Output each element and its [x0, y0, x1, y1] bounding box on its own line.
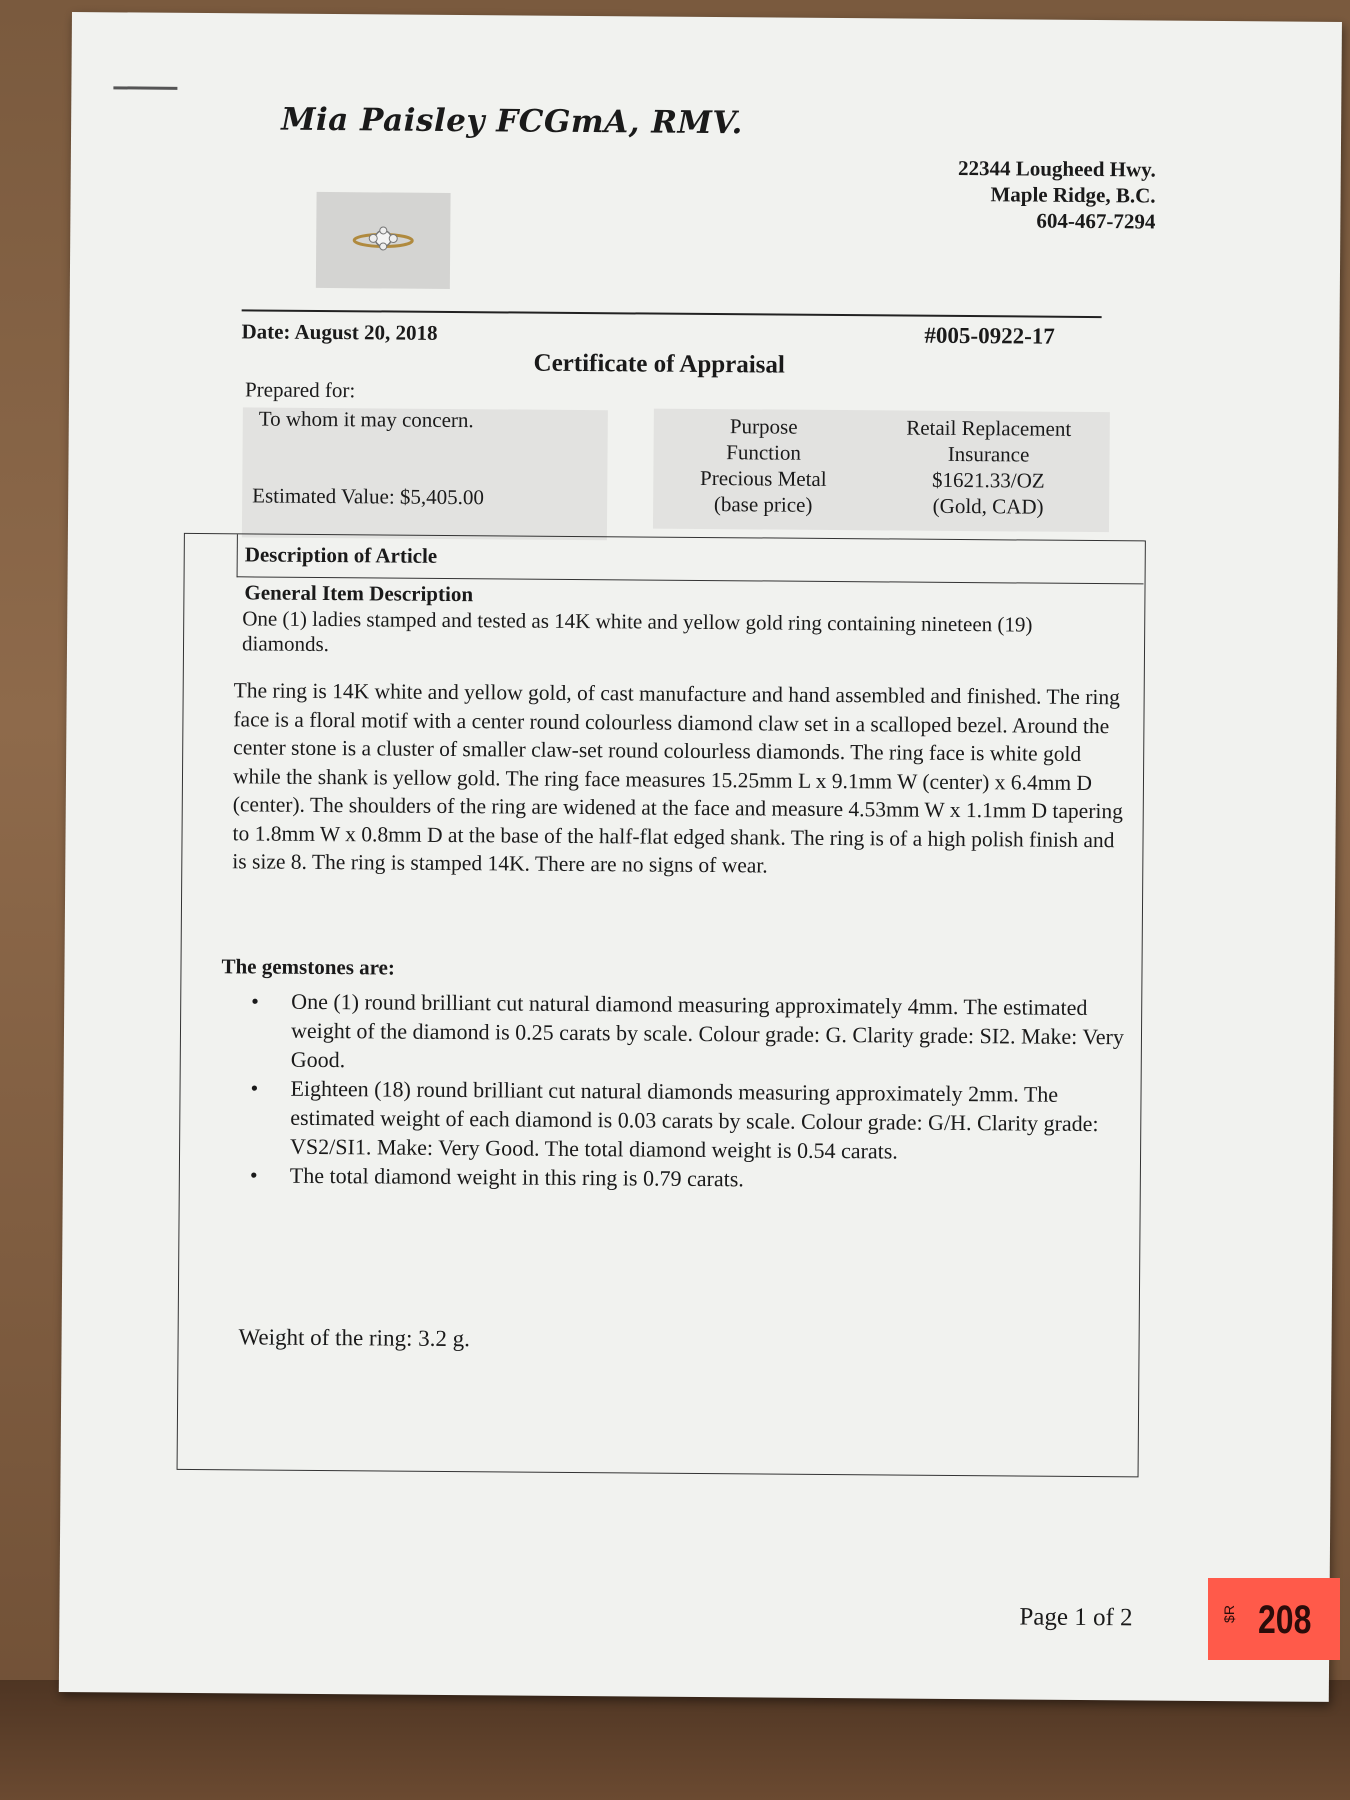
meta-value: Retail Replacement	[906, 415, 1072, 441]
phone-number: 604-467-7294	[1036, 208, 1156, 234]
appraisal-date: Date: August 20, 2018	[241, 319, 438, 345]
document-title: Certificate of Appraisal	[533, 349, 786, 379]
appraisal-document	[59, 12, 1342, 1702]
price-sticker-small-text: $R	[1220, 1605, 1237, 1623]
header-rule	[242, 309, 1102, 318]
appraiser-name: Mia Paisley FCGmA, RMV.	[281, 101, 743, 142]
meta-values	[868, 414, 1109, 520]
address-line: 22344 Lougheed Hwy.	[957, 155, 1156, 182]
description-title: Description of Article	[244, 542, 438, 568]
description-box	[177, 533, 1146, 1478]
meta-labels	[668, 413, 859, 518]
page-number: Page 1 of 2	[1019, 1603, 1133, 1632]
gemstones-title: The gemstones are:	[221, 954, 396, 980]
meta-value: Insurance	[947, 441, 1030, 467]
meta-value: $1621.33/OZ	[931, 467, 1045, 493]
gemstone-list	[250, 986, 1132, 1196]
appraiser-address	[958, 155, 1156, 235]
meta-label: (base price)	[713, 492, 813, 517]
gemstone-item: • Eighteen (18) round brilliant cut natural diamonds measuring approximately 2mm. The estimated weight of each diamond is 0.03 carats by scale. Colour grade: G/H. Clarity grade: VS2/SI1. Make: Very Good. The total diamond weight is 0.54 carats.	[250, 1073, 1131, 1167]
general-description-title: General Item Description	[244, 580, 474, 607]
gemstone-item: • The total diamond weight in this ring is 0.79 carats.	[250, 1160, 1130, 1196]
gemstone-item: • One (1) round brilliant cut natural diamond measuring approximately 4mm. The estimated weight of the diamond is 0.25 carats by scale. Colour grade: G. Clarity grade: SI2. Make: Very Good.	[251, 986, 1132, 1080]
ring-description-paragraph: The ring is 14K white and yellow gold, of cast manufacture and hand assembled and finished. The ring face is a floral motif with a center round colourless diamond claw set in a scalloped bezel. Around the center stone is a cluster of smaller claw-set round colourless diamonds. The ring face is white gold while the shank is yellow gold. The ring face measures 15.25mm L x 9.1mm W (center) x 6.4mm D (center). The shoulders of the ring are widened at the face and measure 4.53mm W x 1.1mm D tapering to 1.8mm W x 0.8mm D at the base of the half-flat edged shank. The ring is of a high polish finish and is size 8. The ring is stamped 14K. There are no signs of wear.	[232, 678, 1124, 878]
meta-value: (Gold, CAD)	[932, 493, 1044, 519]
general-description-text: One (1) ladies stamped and tested as 14K white and yellow gold ring containing nineteen (19) diamonds.	[241, 606, 1033, 657]
price-sticker-value: 208	[1258, 1598, 1312, 1642]
ring-photo	[316, 192, 451, 289]
meta-label: Function	[726, 440, 801, 465]
meta-label: Purpose	[729, 414, 798, 439]
estimated-value: Estimated Value: $5,405.00	[252, 483, 485, 510]
staple-mark	[113, 86, 177, 90]
prepared-for-value: To whom it may concern.	[258, 406, 474, 433]
ring-image-icon	[352, 224, 414, 252]
price-sticker	[1208, 1578, 1340, 1660]
prepared-for-label: Prepared for:	[244, 377, 356, 403]
certificate-number: #005-0922-17	[924, 322, 1055, 349]
ring-weight: Weight of the ring: 3.2 g.	[238, 1324, 471, 1352]
meta-label: Precious Metal	[699, 465, 827, 491]
address-line: Maple Ridge, B.C.	[990, 182, 1156, 208]
